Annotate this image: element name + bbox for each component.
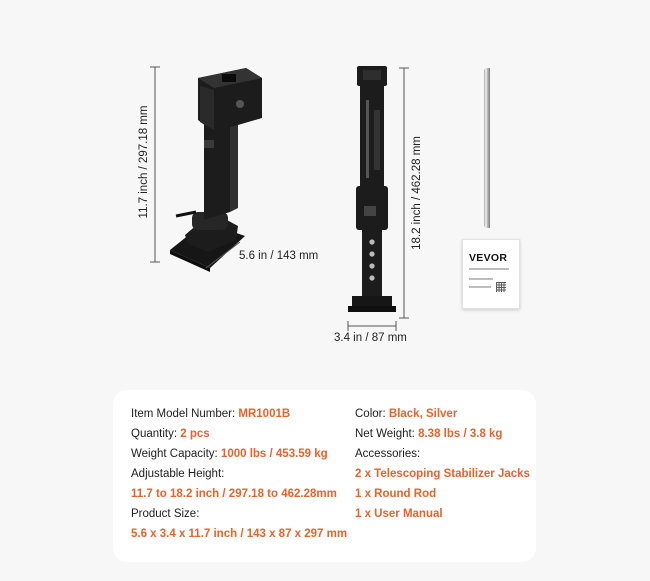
spec-height-label [131,464,347,484]
spec-value: 2 pcs [180,428,210,440]
spec-label: Adjustable Height: [131,468,225,480]
spec-size-label [131,504,347,524]
extended-stabilizer-jack [348,66,396,312]
specifications-left-column [131,404,347,544]
spec-label: Accessories: [355,448,421,460]
base-width-label: 5.6 in / 143 mm [239,250,319,262]
accessory-item [355,504,530,524]
spec-label: Product Size: [131,508,200,520]
spec-value: MR1001B [238,408,291,420]
spec-label: Color: [355,408,386,420]
accessory-value: 2 x Telescoping Stabilizer Jacks [355,468,530,480]
side-width-label: 3.4 in / 87 mm [334,332,407,344]
manual-brand-logo: VEVOR [469,252,508,264]
spec-value: 5.6 x 3.4 x 11.7 inch / 143 x 87 x 297 mm [131,528,348,540]
folded-stabilizer-jack [170,68,262,272]
spec-net-weight-row [355,424,530,444]
spec-accessories-label [355,444,530,464]
manual-text-line [469,286,491,288]
spec-color-row [355,404,530,424]
spec-label: Quantity: [131,428,178,440]
accessory-value: 1 x User Manual [355,508,443,520]
spec-size-value [131,524,347,544]
spec-model-row [131,404,347,424]
accessory-value: 1 x Round Rod [355,488,437,500]
spec-value: Black, Silver [388,408,458,420]
spec-quantity-row [131,424,347,444]
specifications-card [113,390,536,562]
folded-height-dimension-line [150,67,160,262]
round-rod [484,68,490,228]
qr-code-icon [496,282,506,292]
specifications-right-column [355,404,530,524]
extended-height-label: 18.2 inch / 462.28 mm [411,136,423,250]
manual-text-line [469,278,493,280]
manual-text-line [469,268,509,270]
folded-height-label: 11.7 inch / 297.18 mm [138,105,150,219]
spec-height-value [131,484,347,504]
user-manual [462,239,520,309]
spec-value: 1000 lbs / 453.59 kg [220,448,328,460]
spec-value: 11.7 to 18.2 inch / 297.18 to 462.28mm [131,488,337,500]
spec-label: Item Model Number: [131,408,236,420]
accessory-item [355,464,530,484]
side-width-dimension-line [348,321,396,331]
extended-height-dimension-line [399,68,409,318]
spec-value: 8.38 lbs / 3.8 kg [418,428,503,440]
accessory-item [355,484,530,504]
spec-label: Weight Capacity: [131,448,218,460]
spec-label: Net Weight: [355,428,415,440]
spec-capacity-row [131,444,347,464]
